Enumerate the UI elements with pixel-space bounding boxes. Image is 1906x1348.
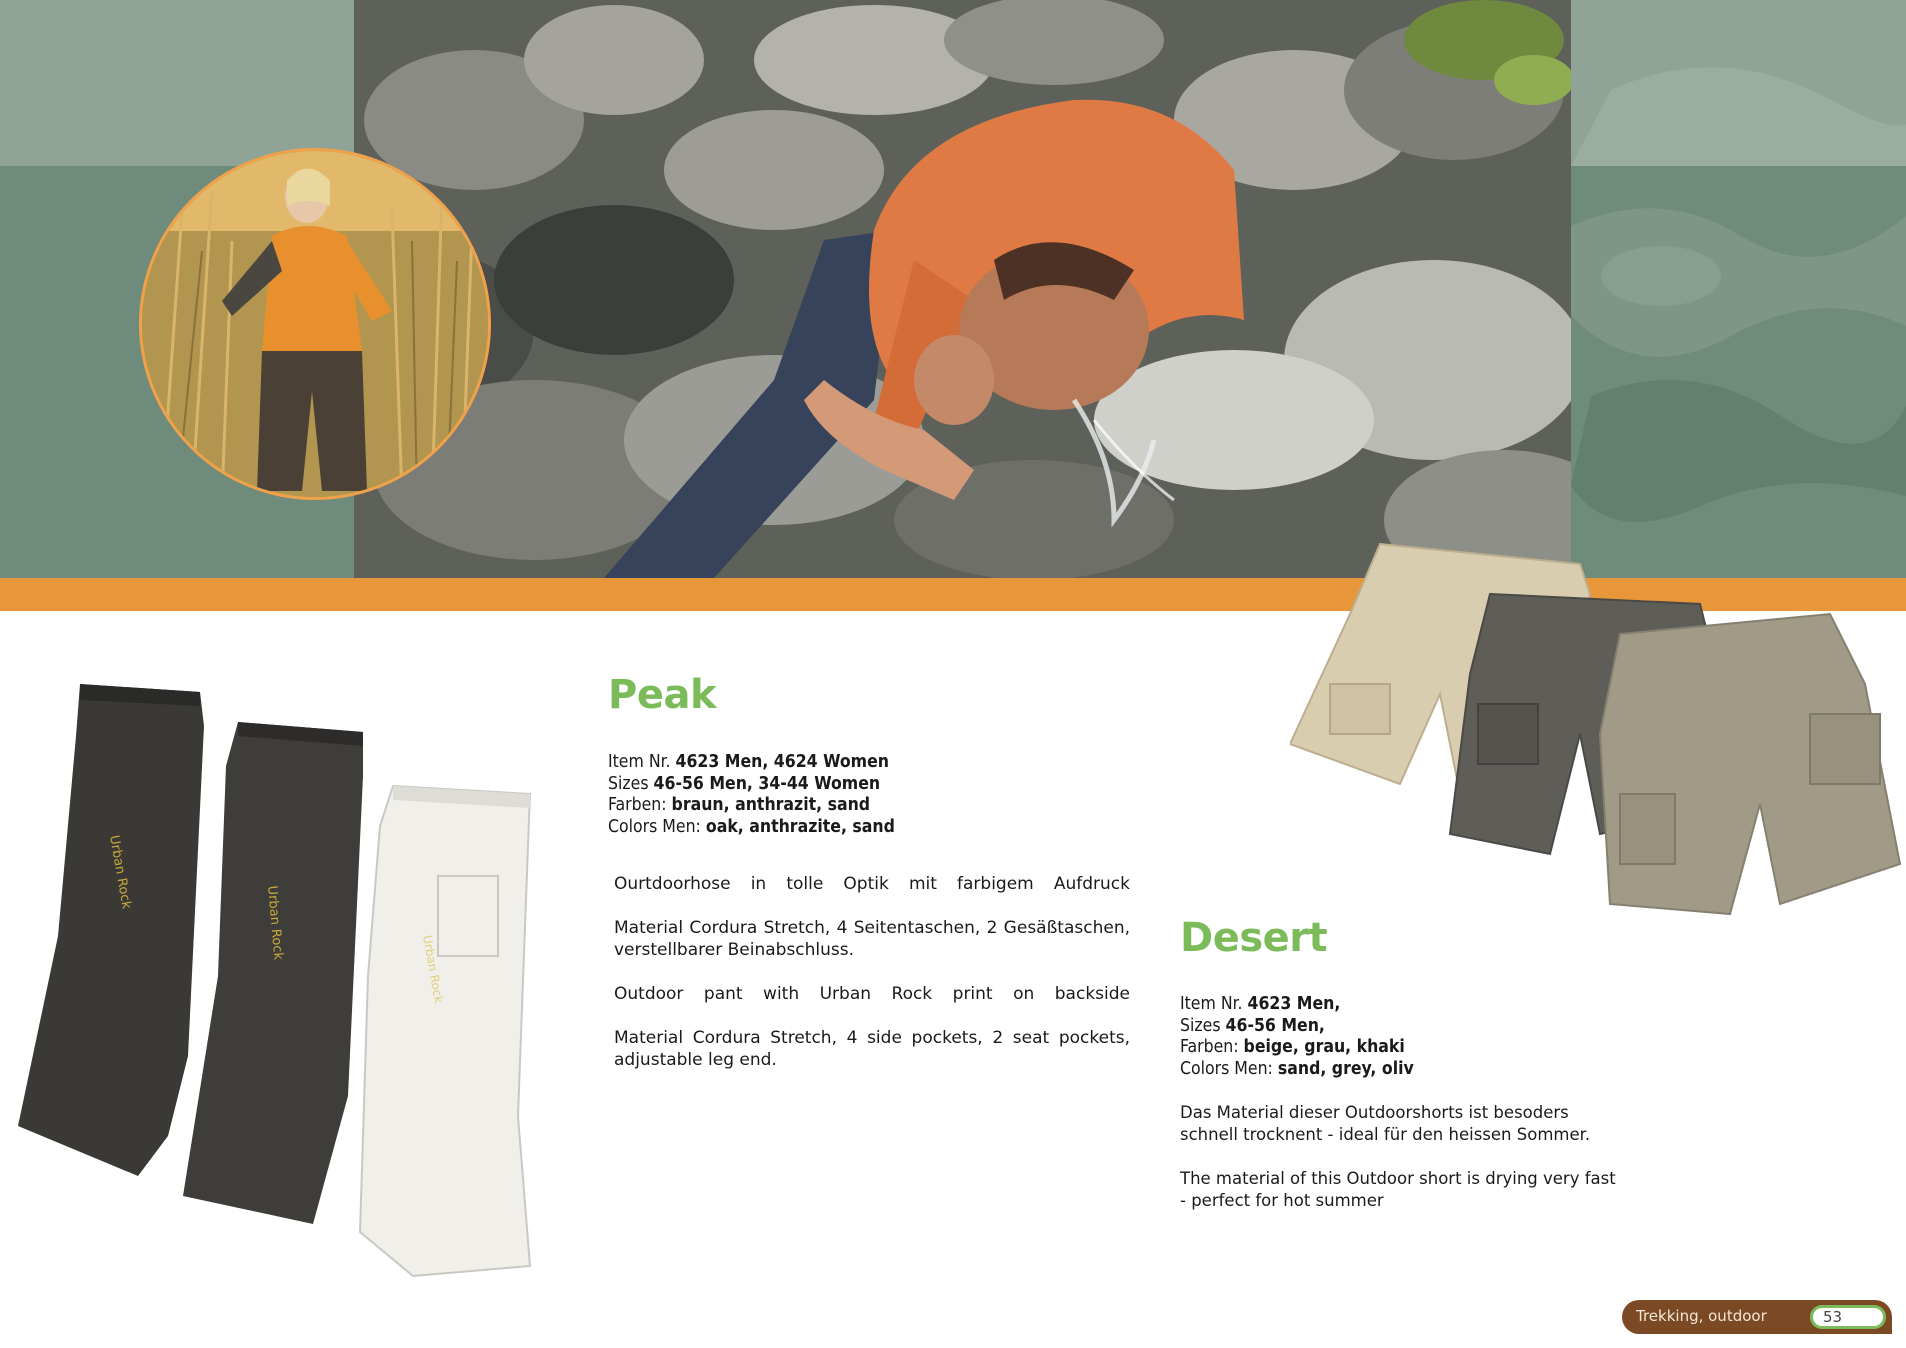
peak-sizes: Sizes 46-56 Men, 34-44 Women (608, 773, 881, 794)
faded-rock-texture (1571, 166, 1906, 578)
peak-farben: Farben: braun, anthrazit, sand (608, 795, 871, 815)
urban-rock-print-3: Urban Rock (420, 934, 446, 1005)
desert-desc-de: Das Material dieser Outdoorshorts ist besoders schnell trocknent - ideal für den heissen Sommer. (1180, 1103, 1591, 1144)
desert-colors-men: Colors Men: sand, grey, oliv (1180, 1058, 1414, 1079)
desert-desc-en: The material of this Outdoor short is drying very fast - perfect for hot summer (1180, 1169, 1616, 1210)
peak-desc-de-1: Ourtdoorhose in tolle Optik mit farbigem Aufdruck (614, 874, 1130, 894)
desert-item-number: Item Nr. 4623 Men, (1180, 994, 1341, 1014)
peak-title: Peak (608, 672, 717, 718)
peak-colors-men: Colors Men: oak, anthrazite, sand (608, 816, 895, 837)
inset-photo-woman-in-reeds (139, 148, 491, 500)
banner-right-top-overlay (1571, 0, 1906, 166)
desert-farben: Farben: beige, grau, khaki (1180, 1037, 1405, 1057)
peak-desc-en-1: Outdoor pant with Urban Rock print on backside (614, 984, 1130, 1004)
peak-item-number: Item Nr. 4623 Men, 4624 Women (608, 752, 889, 772)
peak-pants-product-image (18, 676, 548, 1282)
desert-sizes: Sizes 46-56 Men, (1180, 1015, 1325, 1036)
banner-left-top-panel (0, 0, 354, 166)
peak-desc-de-2: Material Cordura Stretch, 4 Seitentaschen, 2 Gesäßtaschen, verstellbarer Beinabschluss. (614, 918, 1130, 960)
peak-desc-en-2: Material Cordura Stretch, 4 side pockets, 2 seat pockets, adjustable leg end. (614, 1028, 1130, 1070)
desert-spec-block (1180, 994, 1414, 1080)
urban-rock-print-1: Urban Rock (106, 834, 134, 911)
hero-photo-man-at-stream (354, 0, 1571, 578)
desert-title: Desert (1180, 915, 1328, 961)
peak-spec-block (608, 752, 895, 838)
desert-description (1180, 1102, 1625, 1234)
banner-right-panel (1571, 166, 1906, 578)
desert-shorts-product-image (1290, 534, 1906, 924)
peak-description (614, 873, 1130, 1093)
page-number: 53 (1810, 1305, 1886, 1329)
urban-rock-print-2: Urban Rock (264, 885, 286, 961)
footer-section-label: Trekking, outdoor (1636, 1307, 1767, 1325)
